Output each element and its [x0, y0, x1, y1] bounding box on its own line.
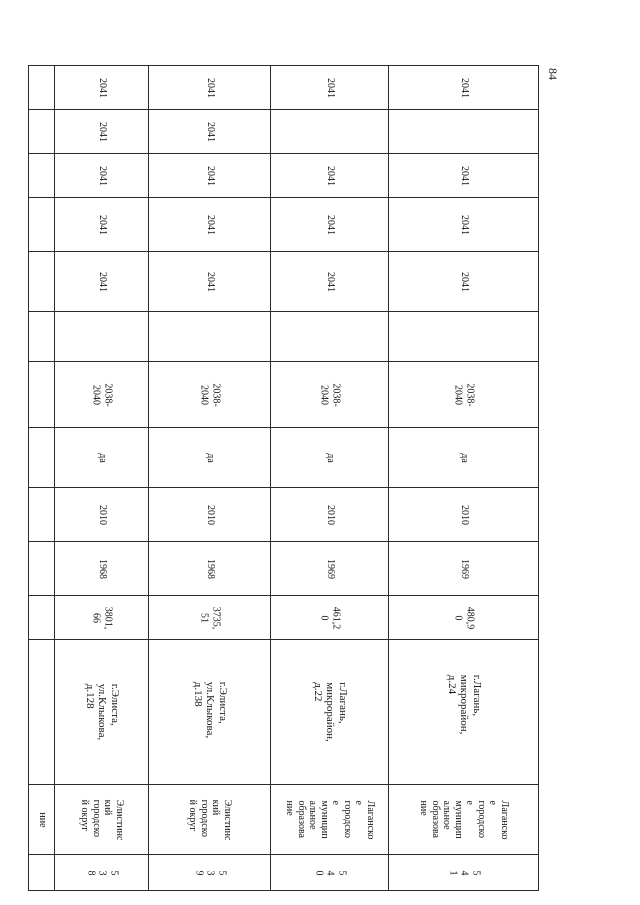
cell-period-row-0: 2038- 2040: [55, 362, 149, 428]
header-cell-y5: [29, 66, 55, 110]
header-cell-year-2010: [29, 488, 55, 542]
cell-empty-row-2: [271, 312, 389, 362]
table-band-index: [29, 855, 539, 891]
document-table: [28, 65, 538, 875]
header-cell-area: [29, 596, 55, 640]
cell-y1-row-1: 2041: [149, 252, 271, 312]
cell-year-built-row-1: 1968: [149, 542, 271, 596]
cell-index-row-2: 5 4 0: [271, 855, 389, 891]
cell-address-row-1: г.Элиста, ул.Клыкова, д.138: [149, 640, 271, 785]
cell-y5-row-1: 2041: [149, 66, 271, 110]
cell-period-row-3: 2038- 2040: [389, 362, 539, 428]
table-band-year-built: [29, 542, 539, 596]
cell-y3-row-2: 2041: [271, 154, 389, 198]
cell-address-row-0: г.Элиста, ул.Клыкова, д.128: [55, 640, 149, 785]
cell-y2-row-2: 2041: [271, 198, 389, 252]
cell-municipality-row-2: Лаганско е городско е муницип альное образова ние: [271, 785, 389, 855]
cell-area-row-3: 480,9 0: [389, 596, 539, 640]
cell-y3-row-0: 2041: [55, 154, 149, 198]
cell-y5-row-2: 2041: [271, 66, 389, 110]
cell-year-built-row-0: 1968: [55, 542, 149, 596]
header-cell-y2: [29, 198, 55, 252]
cell-y3-row-3: 2041: [389, 154, 539, 198]
cell-flag-row-0: да: [55, 428, 149, 488]
cell-address-row-3: г.Лагань, микрорайон, д.24: [389, 640, 539, 785]
table-band-y1: [29, 252, 539, 312]
cell-y1-row-0: 2041: [55, 252, 149, 312]
cell-index-row-1: 5 3 9: [149, 855, 271, 891]
cell-flag-row-3: да: [389, 428, 539, 488]
cell-y4-row-3: [389, 110, 539, 154]
cell-y1-row-3: 2041: [389, 252, 539, 312]
cell-y2-row-0: 2041: [55, 198, 149, 252]
cell-flag-row-1: да: [149, 428, 271, 488]
header-cell-y1: [29, 252, 55, 312]
cell-area-row-0: 3801, 66: [55, 596, 149, 640]
table-band-y3: [29, 154, 539, 198]
cell-y4-row-0: 2041: [55, 110, 149, 154]
cell-year-built-row-2: 1969: [271, 542, 389, 596]
table-band-address: [29, 640, 539, 785]
cell-area-row-1: 3735, 51: [149, 596, 271, 640]
header-cell-y4: [29, 110, 55, 154]
continued-header-label: ние: [36, 811, 48, 828]
header-cell-flag: [29, 428, 55, 488]
header-cell-municipality: [29, 785, 55, 855]
cell-y5-row-3: 2041: [389, 66, 539, 110]
cell-year-2010-row-1: 2010: [149, 488, 271, 542]
cell-year-2010-row-3: 2010: [389, 488, 539, 542]
cell-y4-row-1: 2041: [149, 110, 271, 154]
table-band-period: [29, 362, 539, 428]
table-band-year-2010: [29, 488, 539, 542]
cell-empty-row-1: [149, 312, 271, 362]
table-band-municipality: [29, 785, 539, 855]
table-band-empty: [29, 312, 539, 362]
cell-flag-row-2: да: [271, 428, 389, 488]
header-cell-index: [29, 855, 55, 891]
header-cell-empty: [29, 312, 55, 362]
cell-y5-row-0: 2041: [55, 66, 149, 110]
table-band-flag: [29, 428, 539, 488]
cell-period-row-1: 2038- 2040: [149, 362, 271, 428]
cell-y2-row-1: 2041: [149, 198, 271, 252]
cell-year-built-row-3: 1969: [389, 542, 539, 596]
cell-municipality-row-3: Лаганско е городско е муницип альное образова ние: [389, 785, 539, 855]
table-band-area: [29, 596, 539, 640]
cell-y1-row-2: 2041: [271, 252, 389, 312]
header-cell-period: [29, 362, 55, 428]
cell-empty-row-0: [55, 312, 149, 362]
cell-index-row-0: 5 3 8: [55, 855, 149, 891]
table-band-y2: [29, 198, 539, 252]
cell-empty-row-3: [389, 312, 539, 362]
cell-year-2010-row-2: 2010: [271, 488, 389, 542]
cell-area-row-2: 461,2 0: [271, 596, 389, 640]
header-cell-year-built: [29, 542, 55, 596]
cell-period-row-2: 2038- 2040: [271, 362, 389, 428]
cell-y2-row-3: 2041: [389, 198, 539, 252]
page-number: 84: [546, 68, 560, 80]
cell-municipality-row-0: Элистинс кий городско й округ: [55, 785, 149, 855]
cell-municipality-row-1: Элистинс кий городско й округ: [149, 785, 271, 855]
table-band-y5: [29, 66, 539, 110]
table-band-y4: [29, 110, 539, 154]
cell-y3-row-1: 2041: [149, 154, 271, 198]
cell-year-2010-row-0: 2010: [55, 488, 149, 542]
cell-address-row-2: г.Лагань, микрорайон, д.22: [271, 640, 389, 785]
header-cell-y3: [29, 154, 55, 198]
cell-index-row-3: 5 4 1: [389, 855, 539, 891]
cell-y4-row-2: [271, 110, 389, 154]
header-cell-address: [29, 640, 55, 785]
